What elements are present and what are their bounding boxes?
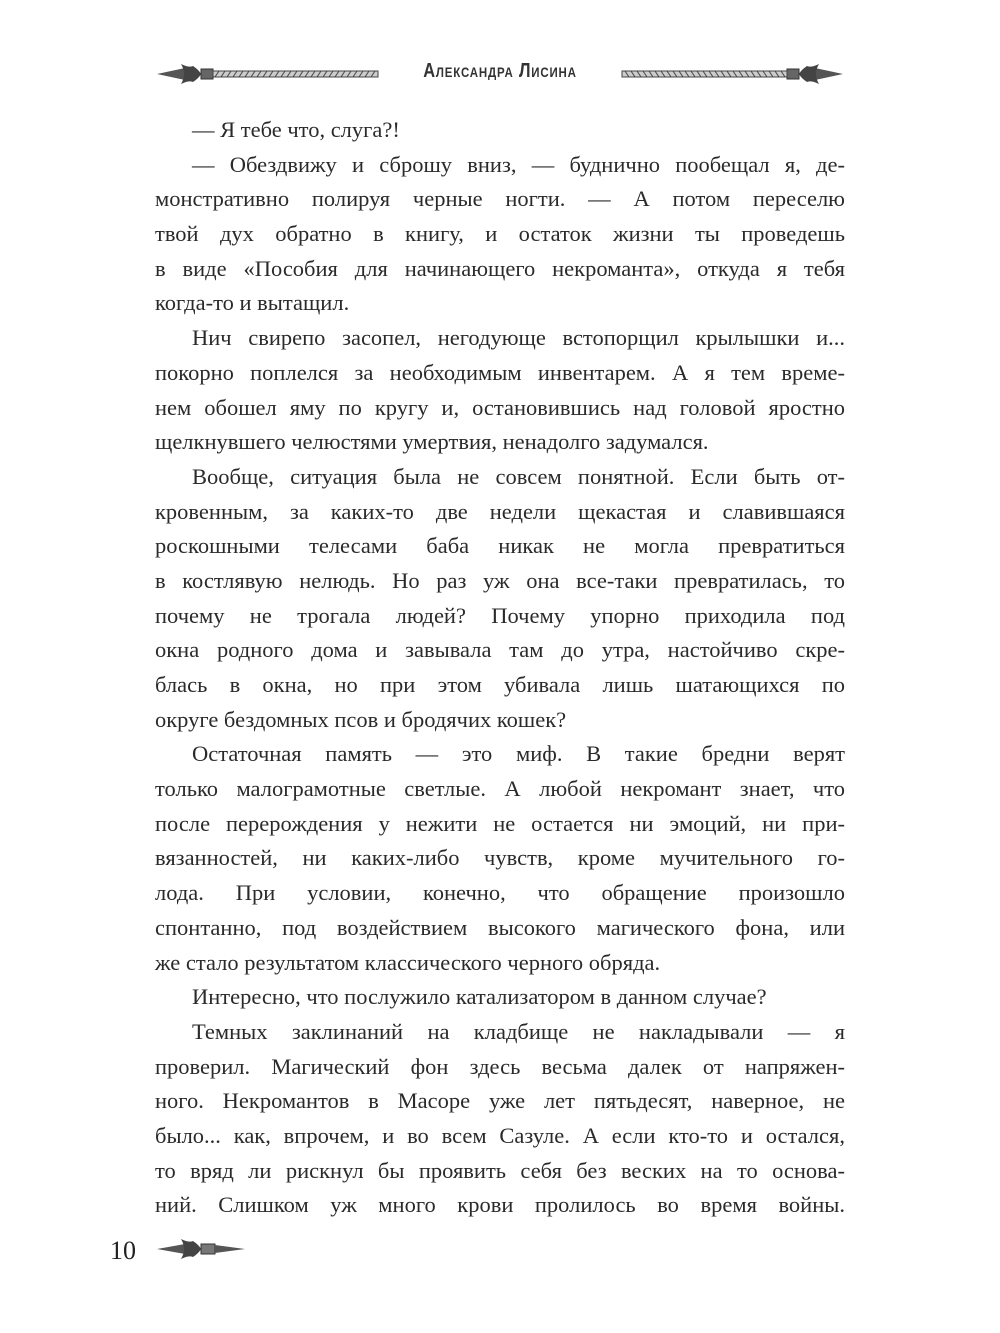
arrow-ornament-icon (155, 1236, 247, 1262)
page-header (155, 56, 845, 92)
text-line: вязанностей, ни каких-либо чувств, кроме мучительного го- (155, 845, 845, 871)
body-text (155, 113, 845, 1223)
paragraph (155, 321, 845, 460)
paragraph (155, 980, 845, 1015)
paragraph (155, 460, 845, 738)
text-line: — Обездвижу и сброшу вниз, — буднично пообещал я, де- (192, 151, 845, 177)
text-line: Темных заклинаний на кладбище не накладывали — я (192, 1018, 845, 1044)
text-line: то вряд ли рискнул бы проявить себя без веских на то основа- (155, 1157, 845, 1183)
text-line: Вообще, ситуация была не совсем понятной. Если быть от- (192, 463, 845, 489)
text-line: твой дух обратно в книгу, и остаток жизни ты проведешь (155, 221, 845, 247)
text-line: Нич свирепо засопел, негодующе встопорщил крылышки и... (192, 325, 845, 351)
text-line: спонтанно, под воздействием высокого магического фона, или (155, 914, 845, 940)
text-line: ного. Некромантов в Масоре уже лет пятьдесят, наверное, не (155, 1088, 845, 1114)
running-head-author: Александра Лисина (423, 60, 577, 82)
text-line: блась в окна, но при этом убивала лишь шатающихся по (155, 672, 845, 697)
text-line: лода. При условии, конечно, что обращение произошло (155, 880, 845, 906)
text-line: только малограмотные светлые. А любой некромант знает, что (155, 776, 845, 802)
text-line: проверил. Магический фон здесь весьма далек от напряжен- (155, 1053, 845, 1079)
paragraph (155, 737, 845, 980)
text-line: в виде «Пособия для начинающего некроманта», откуда я тебя (155, 255, 845, 281)
text-line: окна родного дома и завывала там до утра, настойчиво скре- (155, 637, 845, 663)
text-line: же стало результатом классического черного обряда. (155, 949, 661, 975)
text-line: покорно поплелся за необходимым инвентарем. А я тем време- (155, 359, 845, 385)
text-line: нем обошел яму по кругу и, остановившись над головой яростно (155, 394, 845, 420)
text-line: — Я тебе что, слуга?! (192, 117, 400, 142)
text-line: было... как, впрочем, и во всем Сазуле. А если кто-то и остался, (155, 1122, 845, 1148)
paragraph (155, 113, 845, 148)
text-line: монстративно полируя черные ногти. — А потом переселю (155, 186, 845, 212)
text-line: почему не трогала людей? Почему упорно приходила под (155, 602, 845, 628)
paragraph (155, 148, 845, 321)
text-line: в костлявую нелюдь. Но раз уж она все-таки превратилась, то (155, 567, 845, 593)
text-line: когда-то и вытащил. (155, 290, 350, 316)
text-line: Остаточная память — это миф. В такие бредни верят (192, 741, 845, 767)
text-line: ний. Слишком уж много крови пролилось во время войны. (155, 1192, 845, 1218)
page-number: 10 (110, 1236, 136, 1265)
text-line: округе бездомных псов и бродячих кошек? (155, 706, 567, 732)
text-line: кровенным, за каких-то две недели щекастая и славившаяся (155, 498, 845, 524)
text-line: роскошными телесами баба никак не могла превратиться (155, 533, 845, 559)
text-line: Интересно, что послужило катализатором в данном случае? (192, 984, 767, 1010)
text-line: после перерождения у нежити не остается ни эмоций, ни при- (155, 810, 845, 836)
right-arrow-ornament-icon (620, 60, 845, 88)
paragraph (155, 1015, 845, 1223)
text-line: щелкнувшего челюстями умертвия, ненадолго задумался. (155, 429, 709, 455)
